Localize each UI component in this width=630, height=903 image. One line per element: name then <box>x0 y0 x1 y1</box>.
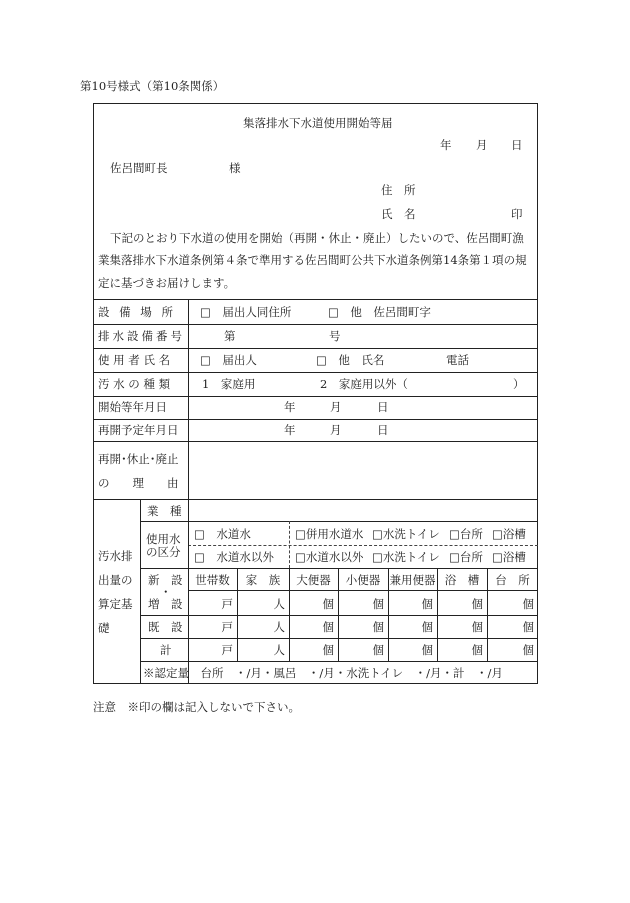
water-use-label-1: 使用水 <box>146 532 181 546</box>
location-label: 設 備 場 所 <box>98 305 176 319</box>
addressee-honorific: 様 <box>229 161 241 175</box>
unit-new-2: 個 <box>322 597 334 611</box>
unit-existing-4: 個 <box>421 620 433 634</box>
restart-date-month: 月 <box>330 423 342 437</box>
reason-label-2: の 理 由 <box>98 476 179 490</box>
unit-total-0: 戸 <box>221 643 233 657</box>
start-date-month: 月 <box>330 400 342 414</box>
address-label: 住 所 <box>381 183 416 197</box>
location-opt1[interactable]: □ 届出人同住所 <box>200 305 292 319</box>
date-year: 年 <box>440 138 452 152</box>
combined-row1-a[interactable]: □併用水道水 <box>295 527 364 541</box>
location-opt2[interactable]: □ 他 佐呂間町字 <box>328 305 431 319</box>
start-date-day: 日 <box>377 400 389 414</box>
unit-total-3: 個 <box>372 643 384 657</box>
combined-row2-b[interactable]: □水洗トイレ <box>372 550 440 564</box>
header-family: 家 族 <box>245 573 281 587</box>
row-label-existing: 既 設 <box>148 620 183 634</box>
date-month: 月 <box>476 138 488 152</box>
unit-existing-0: 戸 <box>221 620 233 634</box>
water-use-label-2: の区分 <box>146 545 181 559</box>
body-line-3: 定に基づきお届けします。 <box>98 276 236 290</box>
unit-existing-5: 個 <box>471 620 483 634</box>
row-label-dot: ・ <box>160 585 172 599</box>
body-line-1: 下記のとおり下水道の使用を開始（再開・休止・廃止）したいので、佐呂間町漁 <box>110 231 524 245</box>
header-households: 世帯数 <box>195 573 230 587</box>
header-toilet-small: 小便器 <box>345 573 381 587</box>
basis-label-3: 算定基 <box>98 597 133 611</box>
basis-label-4: 礎 <box>98 621 110 635</box>
user-name-opt2[interactable]: □ 他 氏名 <box>316 353 385 367</box>
basis-label-1: 汚水排 <box>98 549 133 563</box>
seal-mark: 印 <box>511 207 523 221</box>
footer-note: 注意 ※印の欄は記入しないで下さい。 <box>93 700 300 714</box>
business-label: 業 種 <box>147 504 182 518</box>
equipment-no-label: 排水設備番号 <box>98 329 185 343</box>
combined-row1-c[interactable]: □台所 <box>449 527 483 541</box>
reason-label-1: 再開･休止･廃止 <box>98 452 179 466</box>
form-number: 第10号様式（第10条関係） <box>80 79 225 93</box>
unit-existing-6: 個 <box>522 620 534 634</box>
header-bathtub: 浴 槽 <box>444 573 480 587</box>
unit-total-4: 個 <box>421 643 433 657</box>
unit-new-1: 人 <box>273 597 285 611</box>
water-opt2[interactable]: □ 水道水以外 <box>194 550 274 564</box>
restart-date-year: 年 <box>284 423 296 437</box>
unit-new-3: 個 <box>372 597 384 611</box>
date-day: 日 <box>511 138 523 152</box>
unit-total-6: 個 <box>522 643 534 657</box>
unit-total-1: 人 <box>273 643 285 657</box>
body-line-2: 業集落排水下水道条例第４条で準用する佐呂間町公共下水道条例第14条第１項の規 <box>98 253 527 267</box>
unit-new-4: 個 <box>421 597 433 611</box>
form-title: 集落排水下水道使用開始等届 <box>243 116 393 130</box>
basis-label-2: 出量の <box>98 573 133 587</box>
unit-existing-2: 個 <box>322 620 334 634</box>
user-name-label: 使 用 者 氏 名 <box>98 353 171 367</box>
unit-new-5: 個 <box>471 597 483 611</box>
unit-new-6: 個 <box>522 597 534 611</box>
sewage-type-close: ） <box>513 377 525 391</box>
row-label-increase: 増 設 <box>148 597 183 611</box>
unit-existing-1: 人 <box>273 620 285 634</box>
header-toilet-large: 大便器 <box>296 573 331 587</box>
combined-row2-a[interactable]: □水道水以外 <box>295 550 364 564</box>
row-label-new: 新 設 <box>148 573 183 587</box>
sewage-type-label: 汚 水 の 種 類 <box>98 377 171 391</box>
restart-date-day: 日 <box>377 423 389 437</box>
addressee-name: 佐呂間町長 <box>110 161 168 175</box>
combined-row2-d[interactable]: □浴槽 <box>492 550 526 564</box>
user-name-opt1[interactable]: □ 届出人 <box>200 353 257 367</box>
combined-row1-b[interactable]: □水洗トイレ <box>372 527 440 541</box>
row-label-total: 計 <box>160 643 172 657</box>
restart-date-label: 再開予定年月日 <box>98 423 179 437</box>
unit-total-2: 個 <box>322 643 334 657</box>
sewage-type-opt2[interactable]: 2 家庭用以外（ <box>320 377 408 391</box>
combined-row1-d[interactable]: □浴槽 <box>492 527 526 541</box>
equipment-no-go: 号 <box>329 329 341 343</box>
start-date-year: 年 <box>284 400 296 414</box>
water-opt1[interactable]: □ 水道水 <box>194 527 251 541</box>
equipment-no-dai: 第 <box>224 329 236 343</box>
combined-row2-c[interactable]: □台所 <box>449 550 483 564</box>
user-name-phone: 電話 <box>446 353 469 367</box>
unit-new-0: 戸 <box>221 597 233 611</box>
certified-amount: ※認定量 台所 ・/月・風呂 ・/月・水洗トイレ ・/月・計 ・/月 <box>143 666 503 680</box>
name-label: 氏 名 <box>381 207 416 221</box>
header-toilet-shared: 兼用便器 <box>389 573 436 587</box>
unit-total-5: 個 <box>471 643 483 657</box>
sewage-type-opt1[interactable]: 1 家庭用 <box>202 377 256 391</box>
unit-existing-3: 個 <box>372 620 384 634</box>
start-date-label: 開始等年月日 <box>98 400 167 414</box>
header-kitchen: 台 所 <box>495 573 530 587</box>
